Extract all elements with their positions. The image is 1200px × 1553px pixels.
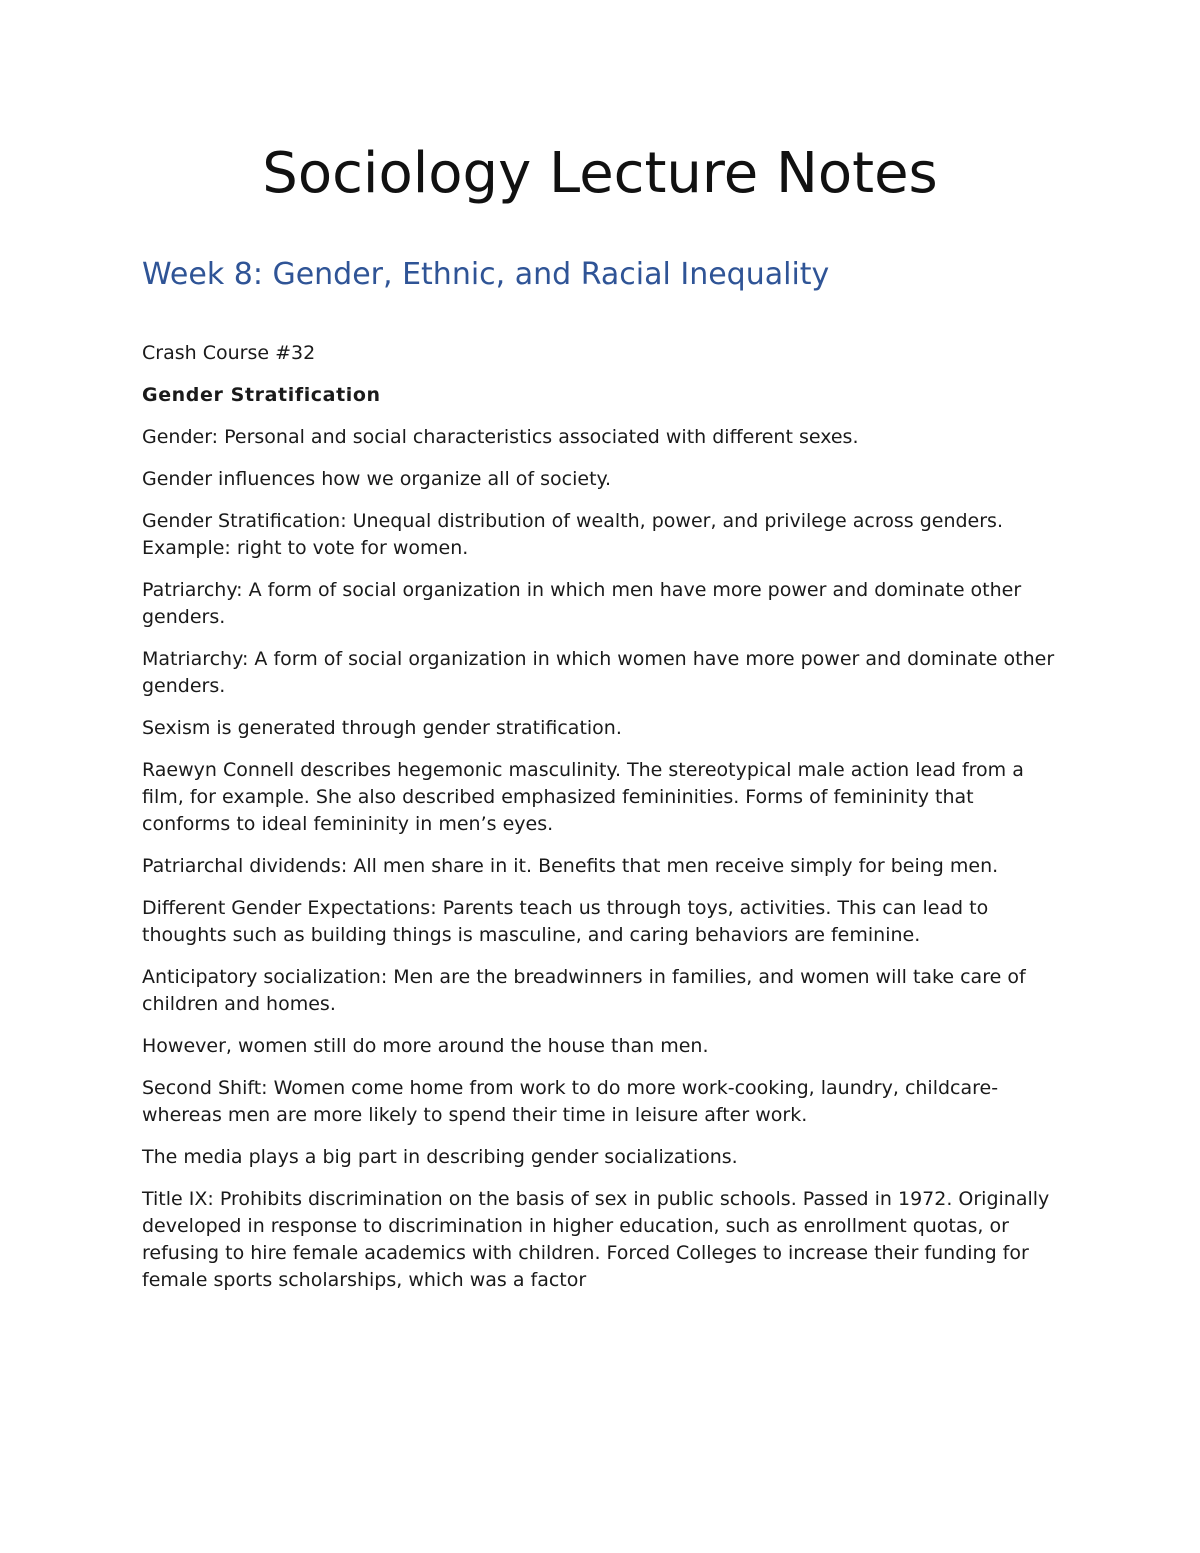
document-title: Sociology Lecture Notes xyxy=(262,141,938,206)
paragraph-gender-expectations: Different Gender Expectations: Parents teach us through toys, activities. This can lead to thoughts such as building things is masculine, and caring behaviors are feminine. xyxy=(142,897,989,946)
week-heading: Week 8: Gender, Ethnic, and Racial Inequality xyxy=(142,257,830,292)
paragraph-patriarchal-dividends: Patriarchal dividends: All men share in it. Benefits that men receive simply for being men. xyxy=(142,855,999,877)
source-reference: Crash Course #32 xyxy=(142,342,316,364)
paragraph-title-ix: Title IX: Prohibits discrimination on the basis of sex in public schools. Passed in 1972. Originally developed in response to discrimination in higher education, such as enrollment quotas, or refusing to hire female academics with children. Forced Colleges to increase their funding for female sports scholarships, which was a factor xyxy=(142,1188,1050,1291)
paragraph-sexism: Sexism is generated through gender stratification. xyxy=(142,717,622,739)
paragraph-anticipatory-socialization: Anticipatory socialization: Men are the breadwinners in families, and women will take care of children and homes. xyxy=(142,966,1026,1015)
paragraph-media: The media plays a big part in describing gender socializations. xyxy=(142,1146,738,1168)
paragraph-gender-influence: Gender influences how we organize all of society. xyxy=(142,468,612,490)
paragraph-gender-definition: Gender: Personal and social characteristics associated with different sexes. xyxy=(142,426,859,448)
section-heading: Gender Stratification xyxy=(142,384,381,406)
paragraph-matriarchy: Matriarchy: A form of social organization in which women have more power and dominate other genders. xyxy=(142,648,1055,697)
paragraph-gender-stratification: Gender Stratification: Unequal distribution of wealth, power, and privilege across genders. Example: right to vote for women. xyxy=(142,510,1003,559)
document-body xyxy=(142,254,1062,1309)
paragraph-housework: However, women still do more around the house than men. xyxy=(142,1035,709,1057)
paragraph-patriarchy: Patriarchy: A form of social organization in which men have more power and dominate other genders. xyxy=(142,579,1022,628)
paragraph-second-shift: Second Shift: Women come home from work to do more work-cooking, laundry, childcare-whereas men are more likely to spend their time in leisure after work. xyxy=(142,1077,999,1126)
paragraph-connell: Raewyn Connell describes hegemonic masculinity. The stereotypical male action lead from a film, for example. She also described emphasized femininities. Forms of femininity that conforms to ideal femininity in men’s eyes. xyxy=(142,759,1024,835)
